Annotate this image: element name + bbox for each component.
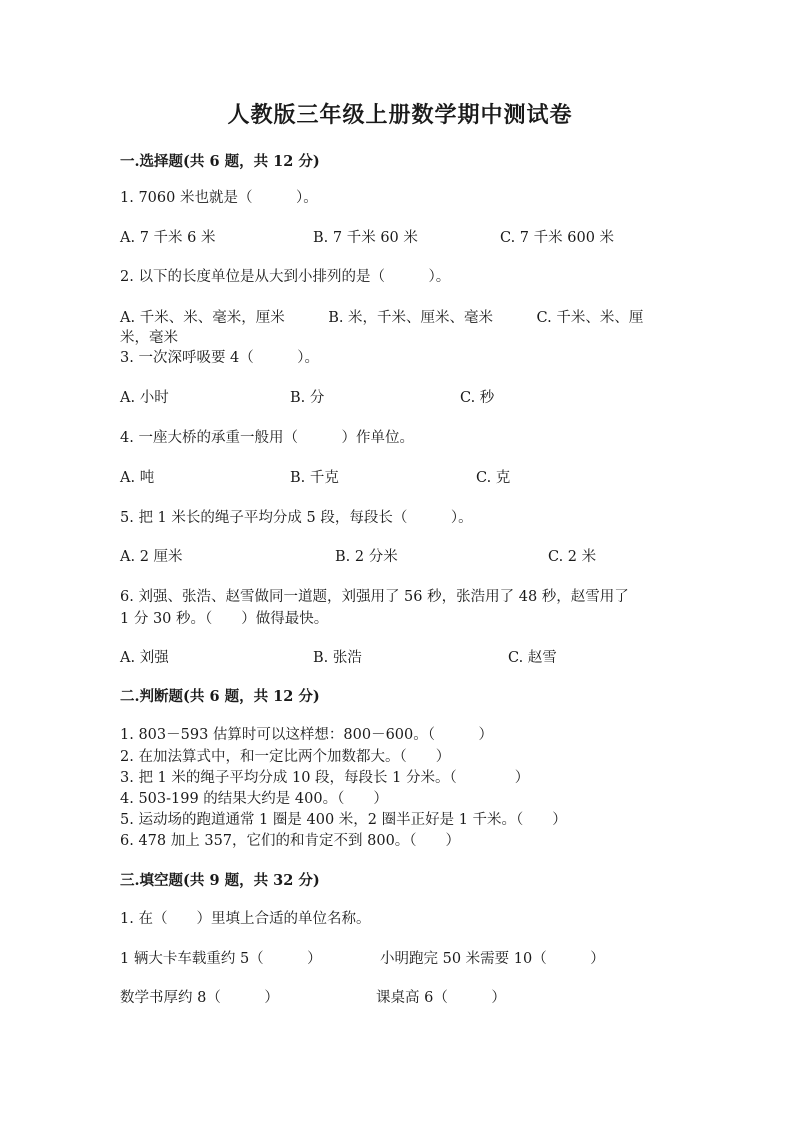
q5-option-b: B. 2 分米 xyxy=(335,549,398,565)
section-heading-judge: 二.判断题(共 6 题，共 12 分) xyxy=(120,688,320,705)
question-5: 5. 把 1 米长的绳子平均分成 5 段，每段长（ ）。 xyxy=(120,510,473,526)
q6-option-c: C. 赵雪 xyxy=(508,650,557,666)
q6-option-b: B. 张浩 xyxy=(313,650,362,666)
fill-blank-book: 数学书厚约 8（ ） xyxy=(120,990,279,1006)
q1-option-b: B. 7 千米 60 米 xyxy=(313,230,418,246)
question-2: 2. 以下的长度单位是从大到小排列的是（ ）。 xyxy=(120,269,451,285)
fill-question-1: 1. 在（ ）里填上合适的单位名称。 xyxy=(120,911,371,927)
q3-option-c: C. 秒 xyxy=(460,390,495,406)
question-1: 1. 7060 米也就是（ ）。 xyxy=(120,190,318,206)
page-title: 人教版三年级上册数学期中测试卷 xyxy=(227,102,573,128)
judge-item-2: 2. 在加法算式中，和一定比两个加数都大。（ ） xyxy=(120,749,451,765)
q5-option-a: A. 2 厘米 xyxy=(120,549,183,565)
q3-option-a: A. 小时 xyxy=(120,390,169,406)
judge-item-5: 5. 运动场的跑道通常 1 圈是 400 米，2 圈半正好是 1 千米。（ ） xyxy=(120,812,567,828)
judge-item-1: 1. 803－593 估算时可以这样想：800－600。（ ） xyxy=(120,727,494,743)
fill-blank-desk: 课桌高 6（ ） xyxy=(376,990,506,1006)
judge-item-6: 6. 478 加上 357，它们的和肯定不到 800。（ ） xyxy=(120,833,461,849)
section-heading-choice: 一.选择题(共 6 题，共 12 分) xyxy=(120,153,320,170)
q4-option-b: B. 千克 xyxy=(290,470,339,486)
q5-option-c: C. 2 米 xyxy=(548,549,597,565)
q2-options-line2: 米，毫米 xyxy=(120,330,178,346)
q4-option-c: C. 克 xyxy=(476,470,511,486)
q1-option-a: A. 7 千米 6 米 xyxy=(120,230,216,246)
question-3: 3. 一次深呼吸要 4（ ）。 xyxy=(120,350,320,366)
q1-option-c: C. 7 千米 600 米 xyxy=(500,230,615,246)
question-4: 4. 一座大桥的承重一般用（ ）作单位。 xyxy=(120,430,414,446)
fill-blank-truck: 1 辆大卡车载重约 5（ ） xyxy=(120,951,322,967)
q4-option-a: A. 吨 xyxy=(120,470,155,486)
judge-item-4: 4. 503-199 的结果大约是 400。（ ） xyxy=(120,791,388,807)
q6-option-a: A. 刘强 xyxy=(120,650,169,666)
judge-item-3: 3. 把 1 米的绳子平均分成 10 段，每段长 1 分米。（ ） xyxy=(120,770,530,786)
question-6-line1: 6. 刘强、张浩、赵雪做同一道题，刘强用了 56 秒，张浩用了 48 秒，赵雪用了 xyxy=(120,589,629,605)
section-heading-fill: 三.填空题(共 9 题，共 32 分) xyxy=(120,872,320,889)
question-6-line2: 1 分 30 秒。（ ）做得最快。 xyxy=(120,611,329,627)
q3-option-b: B. 分 xyxy=(290,390,325,406)
q2-options-line1: A. 千米、米、毫米，厘米 B. 米，千米、厘米、毫米 C. 千米、米、厘 xyxy=(120,310,644,326)
fill-blank-run: 小明跑完 50 米需要 10（ ） xyxy=(380,951,605,967)
